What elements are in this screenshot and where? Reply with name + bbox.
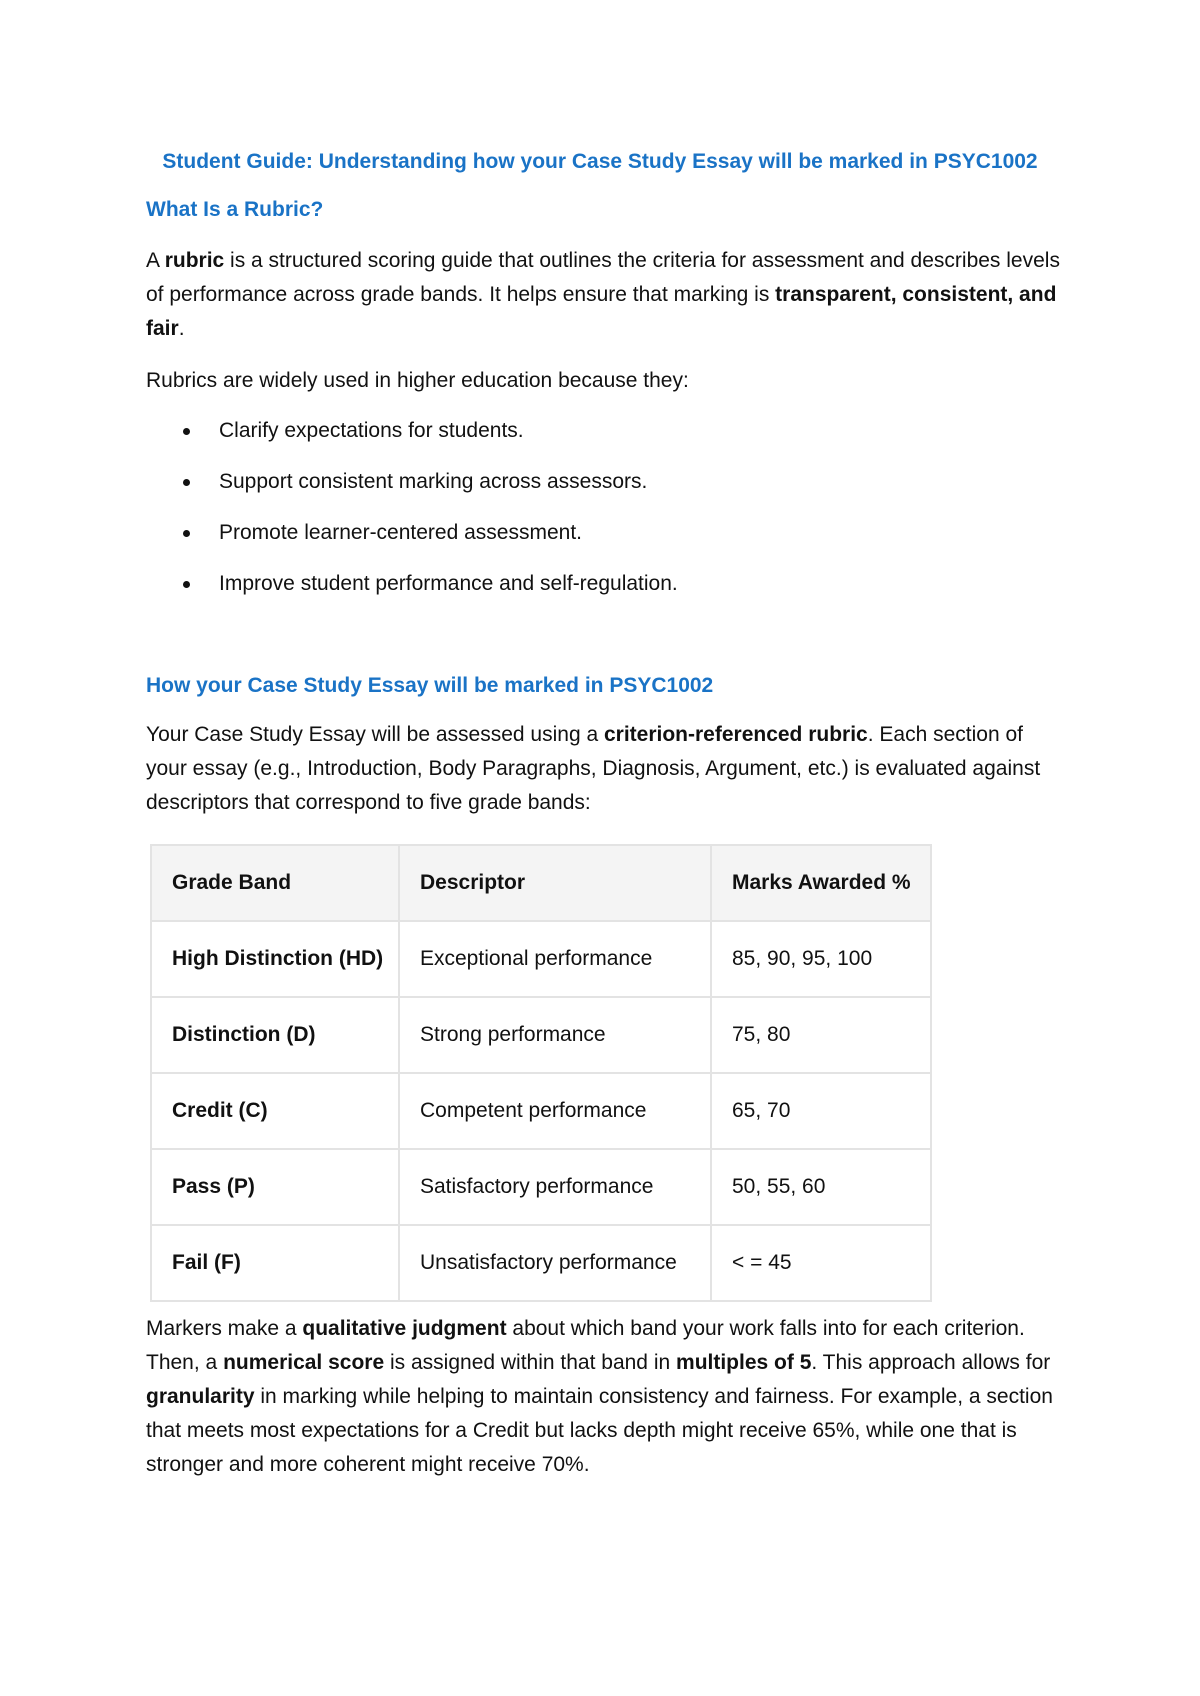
- marks-cell: 65, 70: [711, 1073, 931, 1149]
- text-run: about which band your work falls into for each criterion. Then, a: [146, 1317, 1025, 1374]
- text-run: is assigned within that band in: [384, 1351, 677, 1374]
- grade-band-table: [150, 844, 932, 1302]
- marks-cell: 50, 55, 60: [711, 1149, 931, 1225]
- rubric-benefits-list: [146, 414, 678, 618]
- bullet-icon: [183, 581, 190, 588]
- text-run: in marking while helping to maintain consistency and fairness. For example, a section that meets most expectations for a Credit but lacks depth might receive 65%, while one that is stronger and more coherent might receive 70%.: [146, 1385, 1053, 1476]
- bold-term-granularity: granularity: [146, 1385, 255, 1408]
- descriptor-cell: Exceptional performance: [399, 921, 711, 997]
- bullet-icon: [183, 428, 190, 435]
- table-row: [151, 1149, 931, 1225]
- table-row: [151, 997, 931, 1073]
- list-item-text: Support consistent marking across assessors.: [219, 470, 648, 493]
- column-header-marks: Marks Awarded %: [711, 845, 931, 921]
- bold-term-numerical-score: numerical score: [223, 1351, 385, 1374]
- marks-cell: 85, 90, 95, 100: [711, 921, 931, 997]
- grade-band-cell: Fail (F): [151, 1225, 399, 1301]
- grade-band-cell: High Distinction (HD): [151, 921, 399, 997]
- list-item: [146, 567, 678, 618]
- section-heading-how-marked: How your Case Study Essay will be marked in PSYC1002: [146, 674, 714, 697]
- list-item-text: Improve student performance and self-regulation.: [219, 572, 678, 595]
- list-item-text: Promote learner-centered assessment.: [219, 521, 582, 544]
- rubric-definition-paragraph: [146, 244, 1066, 346]
- list-item: [146, 516, 678, 567]
- descriptor-cell: Satisfactory performance: [399, 1149, 711, 1225]
- bold-term-rubric: rubric: [164, 249, 225, 272]
- section-heading-what-is-rubric: What Is a Rubric?: [146, 198, 324, 221]
- grade-band-cell: Distinction (D): [151, 997, 399, 1073]
- text-run: .: [178, 317, 185, 340]
- text-run: . Each section of your essay (e.g., Introduction, Body Paragraphs, Diagnosis, Argument, etc.) is evaluated against descriptors that correspond to five grade bands:: [146, 723, 1041, 814]
- bold-term-multiples: multiples of 5: [676, 1351, 812, 1374]
- column-header-descriptor: Descriptor: [399, 845, 711, 921]
- table-row: [151, 1073, 931, 1149]
- text-run: . This approach allows for: [811, 1351, 1051, 1374]
- descriptor-cell: Competent performance: [399, 1073, 711, 1149]
- table-row: [151, 1225, 931, 1301]
- grade-band-cell: Credit (C): [151, 1073, 399, 1149]
- descriptor-cell: Strong performance: [399, 997, 711, 1073]
- list-item: [146, 414, 678, 465]
- text-run: is a structured scoring guide that outlines the criteria for assessment and describes levels of performance across grade bands. It helps ensure that marking is: [146, 249, 1060, 306]
- grade-band-cell: Pass (P): [151, 1149, 399, 1225]
- text-run: Your Case Study Essay will be assessed using a: [146, 723, 604, 746]
- text-run: Markers make a: [146, 1317, 303, 1340]
- marks-cell: 75, 80: [711, 997, 931, 1073]
- page-title: Student Guide: Understanding how your Case Study Essay will be marked in PSYC1002: [162, 150, 1038, 173]
- bullet-icon: [183, 530, 190, 537]
- bold-term-criterion-rubric: criterion-referenced rubric: [603, 723, 868, 746]
- text-run: A: [146, 249, 165, 272]
- marks-cell: < = 45: [711, 1225, 931, 1301]
- table-header-row: [151, 845, 931, 921]
- bullet-icon: [183, 479, 190, 486]
- bold-term-transparent: transparent, consistent, and fair: [146, 283, 1057, 340]
- rubrics-usage-paragraph: Rubrics are widely used in higher education because they:: [146, 369, 689, 392]
- list-item-text: Clarify expectations for students.: [219, 419, 524, 442]
- column-header-grade-band: Grade Band: [151, 845, 399, 921]
- table-row: [151, 921, 931, 997]
- bold-term-qualitative: qualitative judgment: [302, 1317, 507, 1340]
- descriptor-cell: Unsatisfactory performance: [399, 1225, 711, 1301]
- marking-approach-paragraph: [146, 1312, 1066, 1482]
- assessment-paragraph: [146, 718, 1066, 820]
- list-item: [146, 465, 678, 516]
